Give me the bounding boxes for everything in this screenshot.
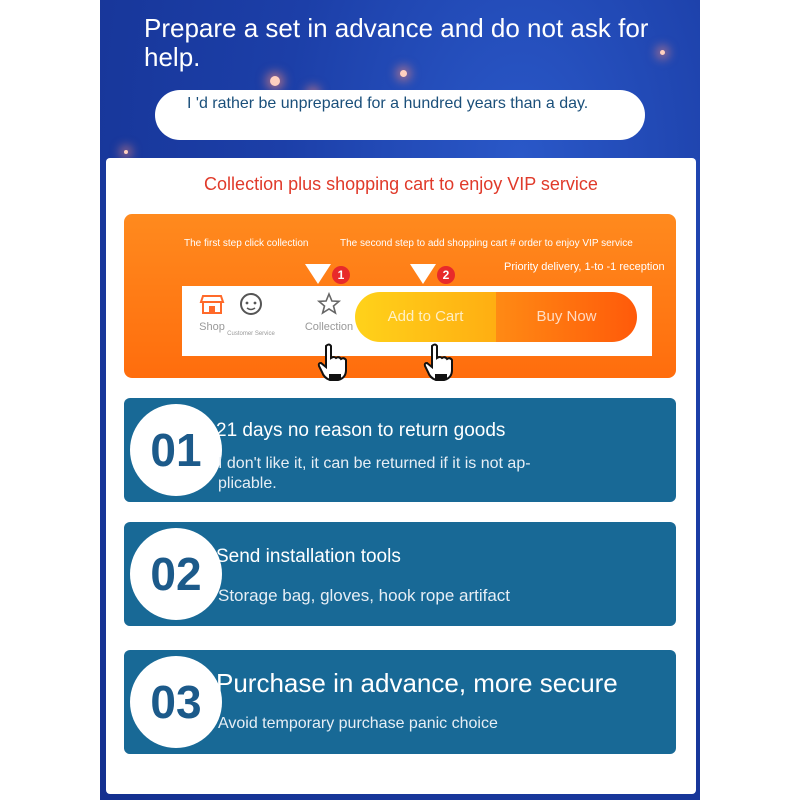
cart-demo-banner	[124, 214, 676, 378]
add-to-cart-button[interactable]: Add to Cart	[355, 292, 496, 342]
feature-title: Send installation tools	[216, 546, 401, 567]
chat-icon	[238, 292, 264, 316]
feature-title: Purchase in advance, more secure	[216, 668, 618, 698]
quote-pill: I 'd rather be unprepared for a hundred years than a day.	[155, 90, 645, 140]
star-icon	[316, 292, 342, 316]
feature-description: Avoid temporary purchase panic choice	[218, 715, 498, 732]
step-two-text: The second step to add shopping cart # order to enjoy VIP service	[340, 238, 633, 249]
collection-label: Collection	[304, 321, 354, 333]
product-action-bar	[182, 286, 652, 356]
customer-service-label: Customer Service	[227, 331, 275, 337]
feature-card-returns	[124, 398, 676, 502]
feature-description: Storage bag, gloves, hook rope artifact	[218, 586, 511, 605]
feature-card-tools	[124, 522, 676, 626]
feature-title: 21 days no reason to return goods	[216, 420, 506, 441]
feature-number: 01	[130, 404, 222, 496]
priority-text: Priority delivery, 1-to -1 reception	[504, 261, 665, 273]
sparkle-decoration	[270, 76, 280, 86]
step-one-text: The first step click collection	[184, 238, 309, 249]
feature-card-secure	[124, 650, 676, 754]
buy-now-button[interactable]: Buy Now	[496, 292, 637, 342]
feature-number: 02	[130, 528, 222, 620]
sparkle-decoration	[124, 150, 128, 154]
customer-service-tab[interactable]	[222, 292, 280, 337]
pointer-hand-icon	[422, 342, 456, 382]
purchase-buttons	[355, 292, 637, 342]
pointer-hand-icon	[316, 342, 350, 382]
arrow-down-icon	[410, 264, 436, 284]
arrow-down-icon	[305, 264, 331, 284]
page-headline: Prepare a set in advance and do not ask for help.	[144, 13, 649, 72]
feature-number: 03	[130, 656, 222, 748]
step-badge-2: 2	[437, 266, 455, 284]
promo-panel	[100, 0, 700, 800]
collection-tab[interactable]	[304, 292, 354, 333]
content-card	[106, 158, 696, 794]
shop-label: Shop	[199, 321, 225, 333]
card-title: Collection plus shopping cart to enjoy VIP service	[204, 174, 598, 194]
step-badge-1: 1	[332, 266, 350, 284]
feature-description: I don't like it, it can be returned if it is not ap- plicable.	[218, 455, 531, 492]
